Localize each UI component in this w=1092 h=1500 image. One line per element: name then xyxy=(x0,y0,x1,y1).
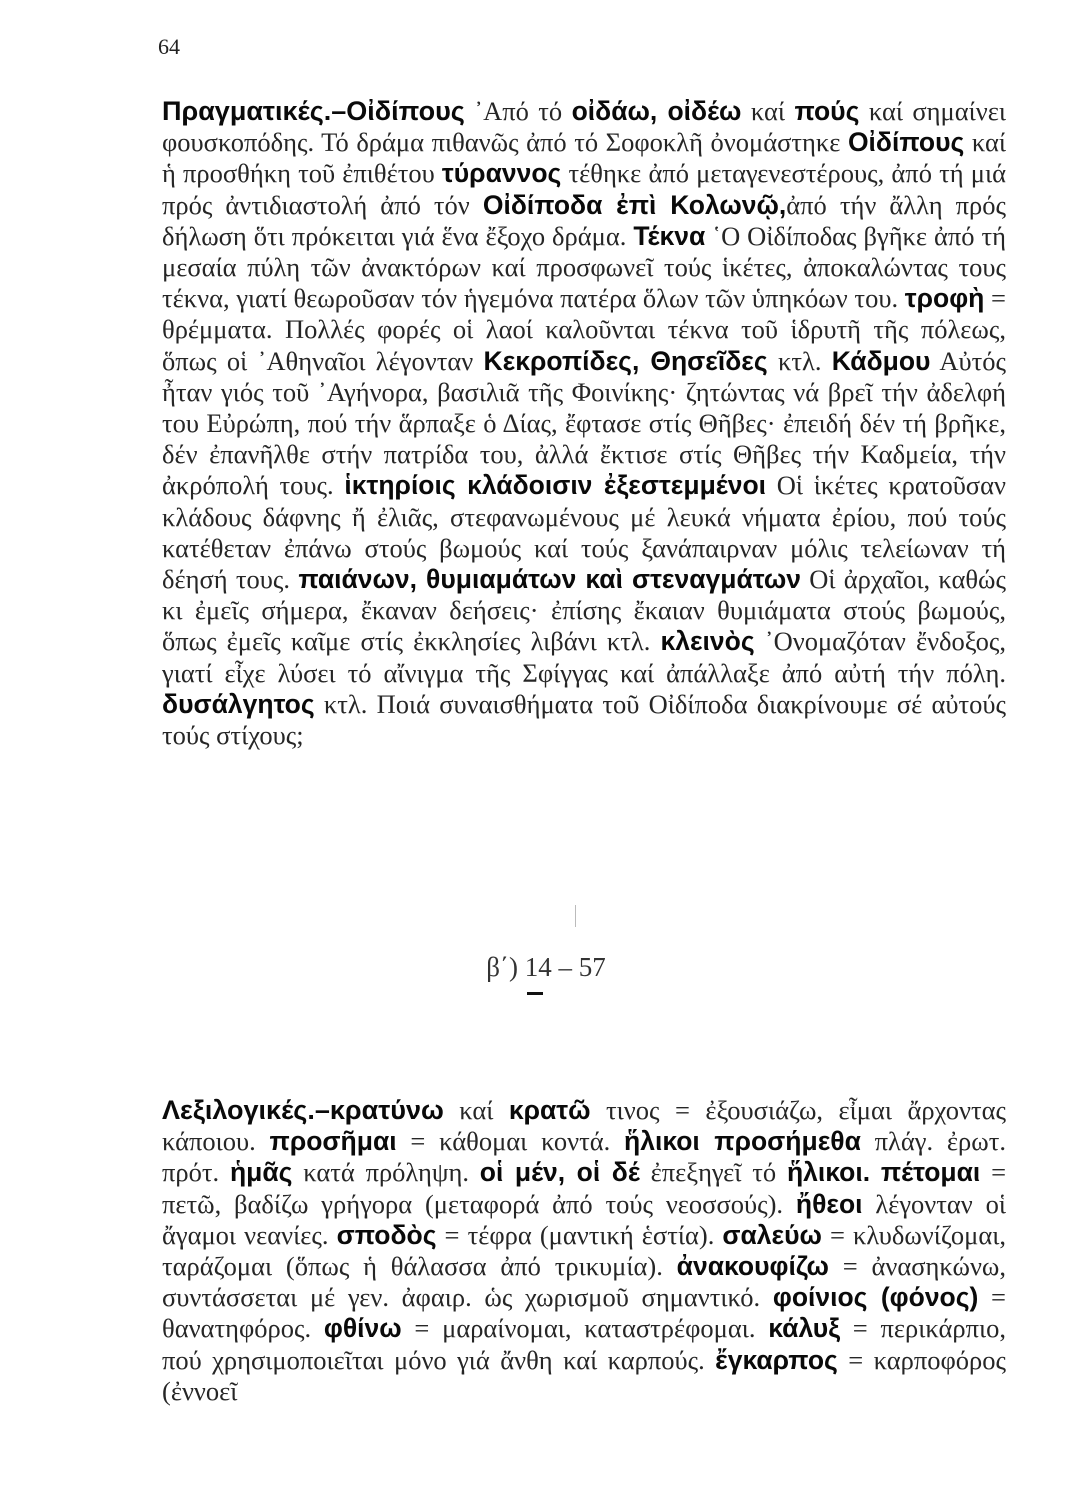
glossary-term: ἤθεοι xyxy=(795,1188,863,1219)
page-number: 64 xyxy=(158,34,180,59)
commentary-text: = περικάρπιο, πού χρησιμοποιεῖται μόνο γιά ἄνθη καί καρπούς. xyxy=(162,1313,1006,1375)
glossary-term: τροφὴ xyxy=(904,283,985,314)
commentary-text: = τέφρα (μαντική ἑστία). xyxy=(436,1219,723,1250)
glossary-term: πέτομαι xyxy=(880,1157,981,1188)
commentary-text: = κάθομαι κοντά. xyxy=(396,1126,625,1157)
commentary-text: Οἱ ἀρχαῖοι, καθώς κι ἐμεῖς σήμερα, ἔκαναν δεήσεις· ἐπίσης ἔκαιαν θυμιάματα στούς βωμούς, ὅπως ἐμεῖς καῖμε στίς ἐκκλησίες λιβάνι κτλ. xyxy=(162,564,1006,657)
commentary-text: = πετῶ, βαδίζω γρήγορα (μεταφορά ἀπό τούς νεοσσούς). xyxy=(162,1157,1007,1219)
section-heading: β΄) 14 – 57 xyxy=(486,952,606,982)
commentary-text: = ἀνασηκώνω, συντάσσεται μέ γεν. ἀφαιρ. ὡς χωρισμοῦ σημαντικό. xyxy=(162,1251,1007,1313)
glossary-term: τύραννος xyxy=(441,158,562,189)
glossary-term: κάλυξ xyxy=(768,1313,841,1344)
commentary-text: πλάγ. ἐρωτ. πρότ. xyxy=(162,1126,1006,1188)
commentary-section-lexilogikes xyxy=(162,1095,1006,1407)
commentary-text: τέθηκε ἀπό μεταγενεστέρους, ἀπό τή μιά πρός ἀντιδιαστολή ἀπό τόν xyxy=(162,158,1006,220)
commentary-text: = θανατηφόρος. xyxy=(162,1282,1006,1344)
glossary-term: ἥλικοι προσήμεθα xyxy=(624,1126,861,1157)
commentary-text: καί σημαίνει φουσκοπόδης. Τό δράμα πιθανῶς ἀπό τό Σοφοκλῆ ὀνομάστηκε xyxy=(162,96,1006,158)
commentary-text xyxy=(870,1157,881,1187)
glossary-term: ἔγκαρπος xyxy=(715,1344,838,1375)
commentary-text: = θρέμματα. Πολλές φορές οἱ λαοί καλοῦνται τέκνα τοῦ ἱδρυτῆ τῆς πόλεως, ὅπως οἱ ᾿Αθηναῖοι λέγονταν xyxy=(162,283,1006,376)
commentary-text: κτλ. xyxy=(767,345,832,376)
commentary-text: τινος = ἐξουσιάζω, εἶμαι ἄρχοντας κάποιου. xyxy=(162,1095,1006,1157)
commentary-text: κατά πρόληψη. xyxy=(292,1157,480,1188)
commentary-text: κτλ. Ποιά συναισθήματα τοῦ Οἰδίποδα διακρίνουμε σέ αὐτούς τούς στίχους; xyxy=(162,688,1006,751)
glossary-term: φθίνω xyxy=(323,1313,402,1344)
glossary-term: προσῆμαι xyxy=(269,1126,397,1157)
commentary-text: = καρποφόρος (ἐννοεῖ xyxy=(162,1344,1006,1406)
glossary-term: σαλεύω xyxy=(722,1219,822,1250)
glossary-term: ἱκτηρίοις κλάδοισιν ἐξεστεμμένοι xyxy=(344,470,767,501)
glossary-term: πούς xyxy=(794,96,860,126)
glossary-term: Κάδμου xyxy=(831,345,931,376)
glossary-term: ἥλικοι. xyxy=(786,1157,871,1188)
commentary-section-pragmatikes xyxy=(162,96,1006,751)
section-heading-term: Πραγματικές.–Οἰδίπους xyxy=(162,96,465,126)
glossary-term: ἡμᾶς xyxy=(229,1157,293,1188)
commentary-text: Οἱ ἱκέτες κρατοῦσαν κλάδους δάφνης ἤ ἐλιᾶς, στεφανωμένους μέ λευκά νήματα ἐρίου, πού τούς κατέθεταν ἐπάνω στούς βωμούς καί τούς ξανάπαιρναν μόλις τελείωναν τή δέησή τους. xyxy=(162,470,1006,595)
glossary-term: οἰδάω, οἰδέω xyxy=(571,96,742,126)
commentary-text: ᾿Από τό xyxy=(464,96,572,126)
glossary-term: Κεκροπίδες, Θησεῖδες xyxy=(483,345,768,376)
commentary-text: ἀπό τήν ἄλλη πρός δήλωση ὅτι πρόκειται γιά ἕνα ἔξοχο δράμα. xyxy=(162,189,1007,251)
glossary-term: οἱ μέν, οἱ δέ xyxy=(479,1157,640,1188)
commentary-text: καί xyxy=(443,1095,509,1125)
glossary-term: Οἰδίποδα ἐπὶ Κολωνῷ, xyxy=(482,189,787,220)
commentary-text: ἐπεξηγεῖ τό xyxy=(639,1157,787,1188)
commentary-text: καί ἡ προσθήκη τοῦ ἐπιθέτου xyxy=(162,127,1006,189)
section-heading-term: Λεξιλογικές.–κρατύνω xyxy=(162,1095,444,1125)
commentary-text: λέγονταν οἱ ἄγαμοι νεανίες. xyxy=(162,1188,1006,1250)
glossary-term: ἀνακουφίζω xyxy=(676,1251,829,1282)
glossary-term: Τέκνα xyxy=(633,220,706,251)
section-rule xyxy=(527,992,543,995)
glossary-term: κλεινὸς xyxy=(660,626,755,657)
commentary-text: Αὐτός ἦταν γιός τοῦ ᾿Αγήνορα, βασιλιᾶ τῆς Φοινίκης· ζητώντας νά βρεῖ τήν ἀδελφή του Εὐρώπη, πού τήν ἅρπαξε ὁ Δίας, ἔφτασε στίς Θῆβες· ἐπειδή δέν τή βρῆκε, δέν ἐπανῆλθε στήν πατρίδα του, ἀλλά ἔκτισε στίς Θῆβες τήν Καδμεία, τήν ἀκρόπολή τους. xyxy=(162,345,1006,501)
glossary-term: παιάνων, θυμιαμάτων καὶ στεναγμάτων xyxy=(298,564,801,595)
glossary-term: φοίνιος (φόνος) xyxy=(772,1282,979,1313)
stray-mark xyxy=(575,905,576,927)
glossary-term: δυσάλγητος xyxy=(162,688,315,719)
commentary-text: καί xyxy=(741,96,795,126)
commentary-text: = μαραίνομαι, καταστρέφομαι. xyxy=(401,1313,769,1344)
glossary-term: κρατῶ xyxy=(508,1095,591,1125)
commentary-text: ᾿Ονομαζόταν ἔνδοξος, γιατί εἶχε λύσει τό αἴνιγμα τῆς Σφίγγας καί ἀπάλλαξε ἀπό αὐτή τήν πόλη. xyxy=(162,626,1006,688)
commentary-text: ῾Ο Οἰδίποδας βγῆκε ἀπό τή μεσαία πύλη τῶν ἀνακτόρων καί προσφωνεῖ τούς ἱκέτες, ἀποκαλώντας τους τέκνα, γιατί θεωροῦσαν τόν ἡγεμόνα πατέρα ὅλων τῶν ὑπηκόων του. xyxy=(162,220,1006,314)
commentary-text: = κλυδωνίζομαι, ταράζομαι (ὅπως ἡ θάλασσα ἀπό τρικυμία). xyxy=(162,1219,1006,1282)
glossary-term: σποδὸς xyxy=(336,1219,437,1250)
glossary-term: Οἰδίπους xyxy=(847,127,965,158)
